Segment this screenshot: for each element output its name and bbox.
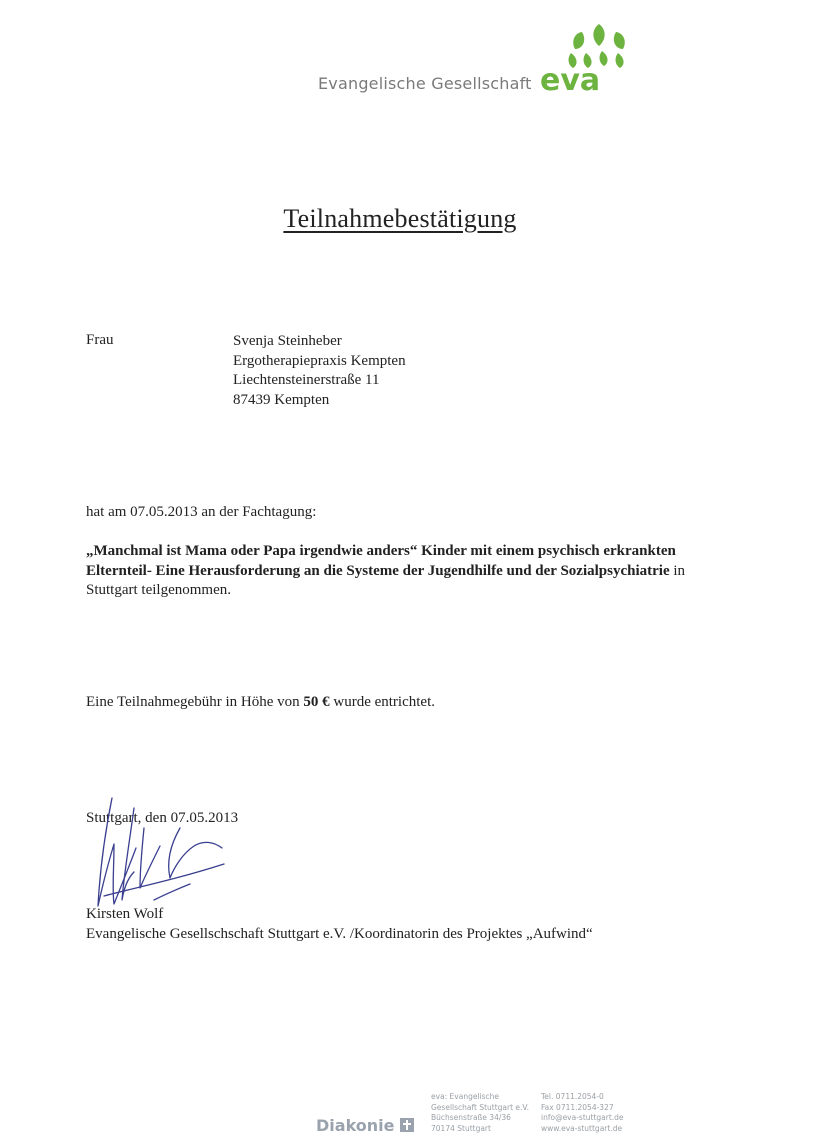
footer-address: [431, 1092, 529, 1134]
event-title: „Manchmal ist Mama oder Papa irgendwie anders“ Kinder mit einem psychisch erkrankten Elternteil- Eine Herausforderung an die Systeme der Jugendhilfe und der Sozialpsychiatrie: [86, 543, 676, 579]
footer-address-line: eva: Evangelische: [431, 1092, 500, 1101]
footer-phone: Tel. 0711.2054-0: [541, 1092, 604, 1101]
eva-logo: [538, 18, 634, 94]
signer-name: Kirsten Wolf: [86, 906, 164, 922]
footer-address-line: Gesellschaft Stuttgart e.V.: [431, 1102, 529, 1112]
fee-statement: [86, 694, 435, 711]
event-description: [86, 542, 726, 601]
address-line: Svenja Steinheber: [233, 333, 342, 349]
org-name: Evangelische Gesellschaft: [318, 74, 532, 93]
fee-amount: 50 €: [303, 694, 330, 710]
place-date: Stuttgart, den 07.05.2013: [86, 810, 239, 826]
footer-website: www.eva-stuttgart.de: [541, 1123, 623, 1133]
footer-address-line: Büchsenstraße 34/36: [431, 1113, 511, 1122]
recipient-address: [233, 332, 406, 410]
footer-fax: Fax 0711.2054-327: [541, 1102, 614, 1112]
diakonie-brand: Diakonie: [316, 1116, 395, 1135]
diakonie-cross-icon: [400, 1118, 414, 1132]
footer-address-line: 70174 Stuttgart: [431, 1123, 491, 1133]
fee-suffix: wurde entrichtet.: [329, 694, 435, 710]
footer-contact: [541, 1092, 624, 1134]
address-line: Liechtensteinerstraße 11: [233, 372, 380, 388]
logo-text: eva: [540, 63, 601, 94]
footer-email: info@eva-stuttgart.de: [541, 1113, 624, 1122]
salutation: Frau: [86, 332, 114, 348]
document-title: Teilnahmebestätigung: [283, 204, 517, 233]
intro-text: hat am 07.05.2013 an der Fachtagung:: [86, 504, 317, 520]
signer-role: Evangelische Gesellschschaft Stuttgart e.V. /Koordinatorin des Projektes „Aufwind“: [86, 926, 593, 942]
handwritten-signature: [84, 788, 244, 918]
event-suffix: in Stuttgart teilgenommen.: [86, 562, 686, 598]
address-line: Ergotherapiepraxis Kempten: [233, 352, 406, 369]
fee-prefix: Eine Teilnahmegebühr in Höhe von: [86, 694, 304, 710]
address-line: 87439 Kempten: [233, 391, 330, 408]
